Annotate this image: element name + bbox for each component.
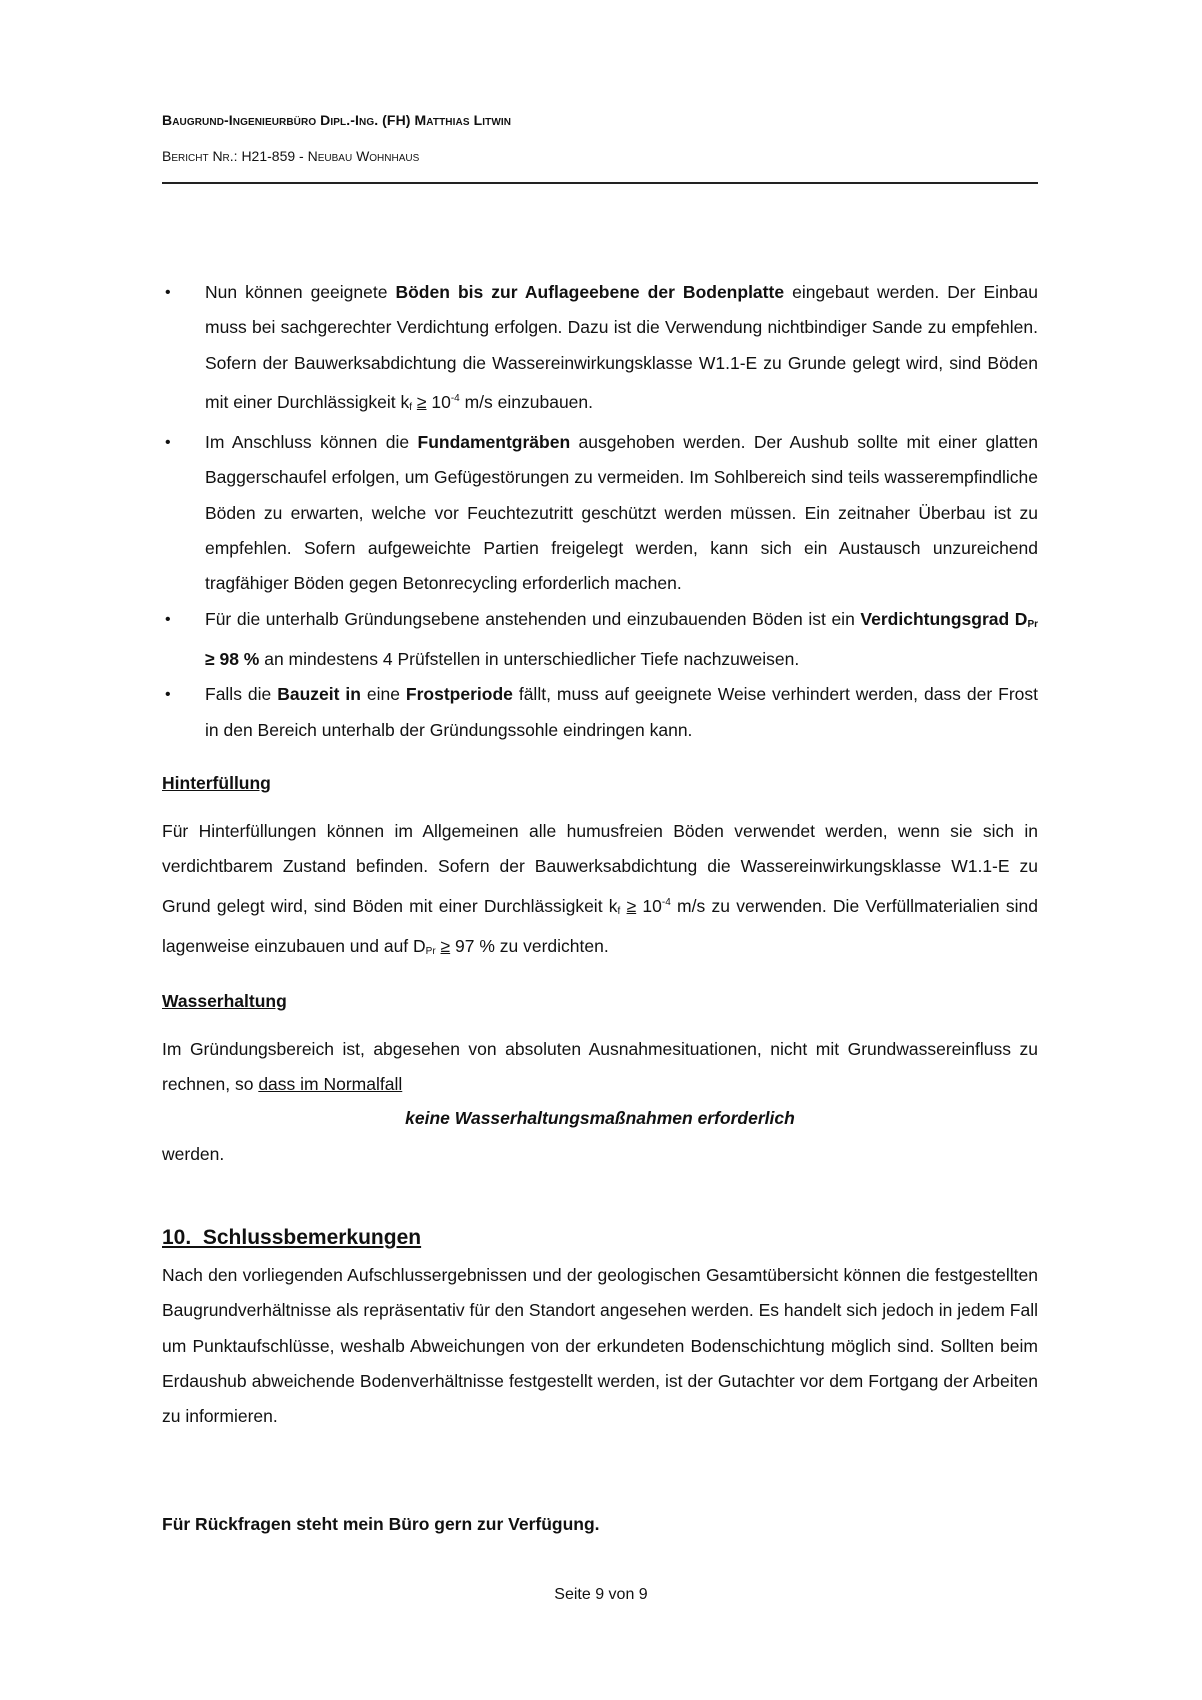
bullet-icon: • [165, 610, 171, 628]
wasserhaltung-end: werden. [162, 1144, 225, 1164]
section-title-wasserhaltung: Wasserhaltung [162, 991, 287, 1011]
bullet-icon: • [165, 434, 171, 452]
section-title-schlussbemerkungen: 10. Schlussbemerkungen [162, 1226, 422, 1249]
header-divider [162, 182, 1038, 184]
header-report [162, 148, 419, 164]
bullet-icon: • [165, 686, 171, 704]
wasserhaltung-emphasis: keine Wasserhaltungsmaßnahmen erforderlich [405, 1108, 795, 1128]
section-title-hinterfuellung: Hinterfüllung [162, 773, 271, 793]
list-item: • Falls die Bauzeit in eine Frostperiode fällt, muss auf geeignete Weise verhindert werden, dass der Frost in den Bereich unterhalb der Gründungssohle eindringen kann. [162, 677, 1038, 748]
bullet-icon: • [165, 284, 171, 301]
recommendation-list [162, 275, 1038, 748]
hinterfuellung-paragraph: Für Hinterfüllungen können im Allgemeinen alle humusfreien Böden verwendet werden, wenn sie sich in verdichtbarem Zustand befinden. Sofern der Bauwerksabdichtung die Wassereinwirkungsklasse W1.1-E zu Grund gelegt wird, sind Böden mit einer Durchlässigkeit $k_f \ge 10^{-4}$ m/s zu verwenden. Die Verfüllmaterialien sind lagenweise einzubauen und auf $D_{Pr} \ge 97$ % zu verdichten. [162, 821, 1038, 957]
project-name: Neubau Wohnhaus [307, 148, 420, 164]
schluss-paragraph: Nach den vorliegenden Aufschlussergebnissen und der geologischen Gesamtübersicht können die festgestellten Baugrundverhältnisse als repräsentativ für den Standort angesehen werden. Es handelt sich jedoch in jedem Fall um Punktaufschlüsse, weshalb Abweichungen von der erkundeten Bodenschichtung möglich sind. Sollten beim Erdaushub abweichende Bodenverhältnisse festgestellt werden, ist der Gutachter vor dem Fortgang der Arbeiten zu informieren. [162, 1265, 1038, 1427]
list-item: • Für die unterhalb Gründungsebene anstehenden und einzubauenden Böden ist ein Verdichtungsgrad $D_{Pr} \ge 98$ % an mindestens 4 Prüfstellen in unterschiedlicher Tiefe nachzuweisen. [162, 602, 1038, 678]
page-number: Seite 9 von 9 [554, 1586, 648, 1603]
wasserhaltung-paragraph: Im Gründungsbereich ist, abgesehen von absoluten Ausnahmesituationen, nicht mit Grundwassereinfluss zu rechnen, so dass im Normalfall [162, 1039, 1038, 1095]
report-separator: - [295, 148, 308, 164]
report-number: Bericht Nr.: H21-859 [162, 148, 296, 164]
closing-statement: Für Rückfragen steht mein Büro gern zur Verfügung. [162, 1514, 600, 1534]
header-company: Baugrund-Ingenieurbüro Dipl.-Ing. (FH) Matthias Litwin [162, 112, 512, 128]
list-item: • Im Anschluss können die Fundamentgräben ausgehoben werden. Der Aushub sollte mit einer glatten Baggerschaufel erfolgen, um Gefügestörungen zu vermeiden. Im Sohlbereich sind teils wasserempfindliche Böden zu erwarten, welche vor Feuchtezutritt geschützt werden müssen. Ein zeitnaher Überbau ist zu empfehlen. Sofern aufgeweichte Partien freigelegt werden, kann sich ein Austausch unzureichend tragfähiger Böden gegen Betonrecycling erforderlich machen. [162, 425, 1038, 601]
list-item: • Nun können geeignete Böden bis zur Auflageebene der Bodenplatte eingebaut werden. Der Einbau muss bei sachgerechter Verdichtung erfolgen. Dazu ist die Verwendung nichtbindiger Sande zu empfehlen. Sofern der Bauwerksabdichtung die Wassereinwirkungsklasse W1.1-E zu Grunde gelegt wird, sind Böden mit einer Durchlässigkeit $k_f \ge 10^{-4}$ m/s einzubauen. [162, 275, 1038, 425]
